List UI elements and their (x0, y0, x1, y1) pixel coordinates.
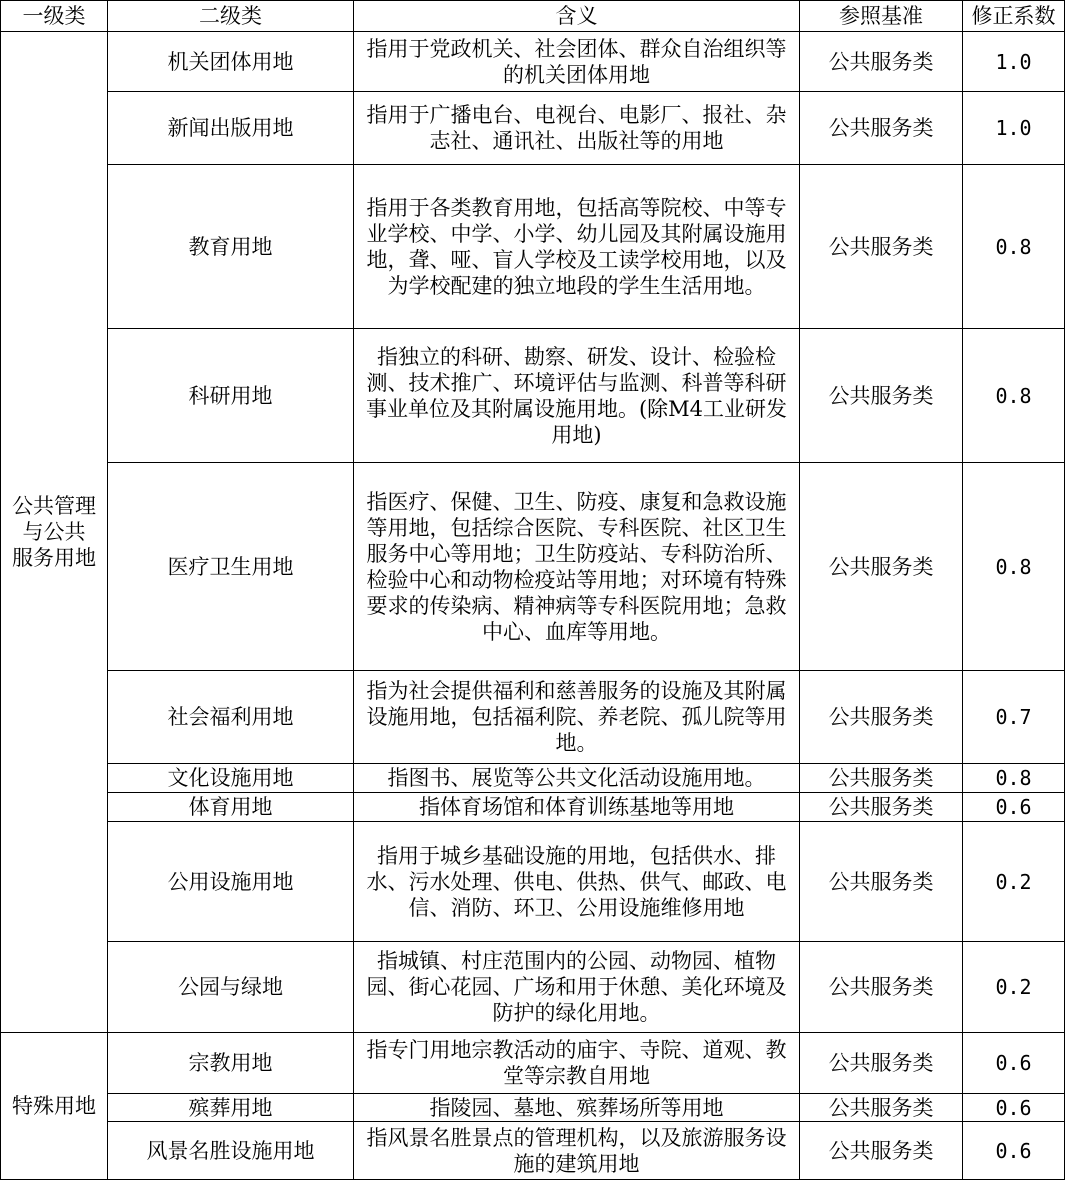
coefficient-cell: 0.7 (963, 671, 1065, 764)
coefficient-cell: 0.6 (963, 1033, 1065, 1094)
description-cell: 指图书、展览等公共文化活动设施用地。 (354, 764, 800, 793)
table-row (1, 1094, 1065, 1122)
subcategory-cell: 社会福利用地 (108, 671, 354, 764)
table-header-row (1, 1, 1065, 32)
description-cell: 指医疗、保健、卫生、防疫、康复和急救设施等用地，包括综合医院、专科医院、社区卫生服务中心等用地；卫生防疫站、专科防治所、检验中心和动物检疫站等用地；对环境有特殊要求的传染病、精神病等专科医院用地；急救中心、血库等用地。 (354, 463, 800, 671)
header-level1: 一级类 (1, 1, 108, 32)
subcategory-cell: 新闻出版用地 (108, 92, 354, 165)
description-cell: 指独立的科研、勘察、研发、设计、检验检测、技术推广、环境评估与监测、科普等科研事业单位及其附属设施用地。(除M4工业研发用地) (354, 329, 800, 463)
subcategory-cell: 医疗卫生用地 (108, 463, 354, 671)
table-row (1, 793, 1065, 822)
table-row (1, 32, 1065, 92)
description-cell: 指用于党政机关、社会团体、群众自治组织等的机关团体用地 (354, 32, 800, 92)
table-row (1, 671, 1065, 764)
subcategory-cell: 机关团体用地 (108, 32, 354, 92)
table-row (1, 329, 1065, 463)
reference-cell: 公共服务类 (800, 92, 963, 165)
table-row (1, 764, 1065, 793)
coefficient-cell: 0.2 (963, 822, 1065, 942)
header-level2: 二级类 (108, 1, 354, 32)
table-row (1, 942, 1065, 1033)
description-cell: 指风景名胜景点的管理机构，以及旅游服务设施的建筑用地 (354, 1122, 800, 1180)
reference-cell: 公共服务类 (800, 329, 963, 463)
table-row (1, 92, 1065, 165)
table-row (1, 165, 1065, 329)
reference-cell: 公共服务类 (800, 822, 963, 942)
coefficient-cell: 1.0 (963, 92, 1065, 165)
subcategory-cell: 宗教用地 (108, 1033, 354, 1094)
table-row (1, 463, 1065, 671)
description-cell: 指用于广播电台、电视台、电影厂、报社、杂志社、通讯社、出版社等的用地 (354, 92, 800, 165)
coefficient-cell: 1.0 (963, 32, 1065, 92)
header-coefficient: 修正系数 (963, 1, 1065, 32)
description-cell: 指体育场馆和体育训练基地等用地 (354, 793, 800, 822)
description-cell: 指专门用地宗教活动的庙宇、寺院、道观、教堂等宗教自用地 (354, 1033, 800, 1094)
group-label: 公共管理 与公共 服务用地 (1, 32, 108, 1033)
coefficient-cell: 0.6 (963, 1122, 1065, 1180)
subcategory-cell: 教育用地 (108, 165, 354, 329)
coefficient-cell: 0.2 (963, 942, 1065, 1033)
reference-cell: 公共服务类 (800, 463, 963, 671)
subcategory-cell: 体育用地 (108, 793, 354, 822)
reference-cell: 公共服务类 (800, 764, 963, 793)
coefficient-cell: 0.8 (963, 463, 1065, 671)
coefficient-cell: 0.8 (963, 764, 1065, 793)
coefficient-cell: 0.6 (963, 1094, 1065, 1122)
table-row (1, 822, 1065, 942)
coefficient-cell: 0.6 (963, 793, 1065, 822)
reference-cell: 公共服务类 (800, 942, 963, 1033)
coefficient-cell: 0.8 (963, 329, 1065, 463)
description-cell: 指为社会提供福利和慈善服务的设施及其附属设施用地，包括福利院、养老院、孤儿院等用地。 (354, 671, 800, 764)
header-reference: 参照基准 (800, 1, 963, 32)
description-cell: 指用于城乡基础设施的用地，包括供水、排水、污水处理、供电、供热、供气、邮政、电信、消防、环卫、公用设施维修用地 (354, 822, 800, 942)
subcategory-cell: 公用设施用地 (108, 822, 354, 942)
header-meaning: 含义 (354, 1, 800, 32)
reference-cell: 公共服务类 (800, 793, 963, 822)
coefficient-cell: 0.8 (963, 165, 1065, 329)
reference-cell: 公共服务类 (800, 1122, 963, 1180)
group-label: 特殊用地 (1, 1033, 108, 1180)
reference-cell: 公共服务类 (800, 1033, 963, 1094)
description-cell: 指城镇、村庄范围内的公园、动物园、植物园、街心花园、广场和用于休憩、美化环境及防护的绿化用地。 (354, 942, 800, 1033)
table-row (1, 1122, 1065, 1180)
subcategory-cell: 殡葬用地 (108, 1094, 354, 1122)
subcategory-cell: 风景名胜设施用地 (108, 1122, 354, 1180)
table-row (1, 1033, 1065, 1094)
reference-cell: 公共服务类 (800, 671, 963, 764)
description-cell: 指陵园、墓地、殡葬场所等用地 (354, 1094, 800, 1122)
reference-cell: 公共服务类 (800, 165, 963, 329)
subcategory-cell: 科研用地 (108, 329, 354, 463)
description-cell: 指用于各类教育用地，包括高等院校、中等专业学校、中学、小学、幼儿园及其附属设施用地，聋、哑、盲人学校及工读学校用地，以及为学校配建的独立地段的学生生活用地。 (354, 165, 800, 329)
subcategory-cell: 公园与绿地 (108, 942, 354, 1033)
reference-cell: 公共服务类 (800, 32, 963, 92)
subcategory-cell: 文化设施用地 (108, 764, 354, 793)
reference-cell: 公共服务类 (800, 1094, 963, 1122)
